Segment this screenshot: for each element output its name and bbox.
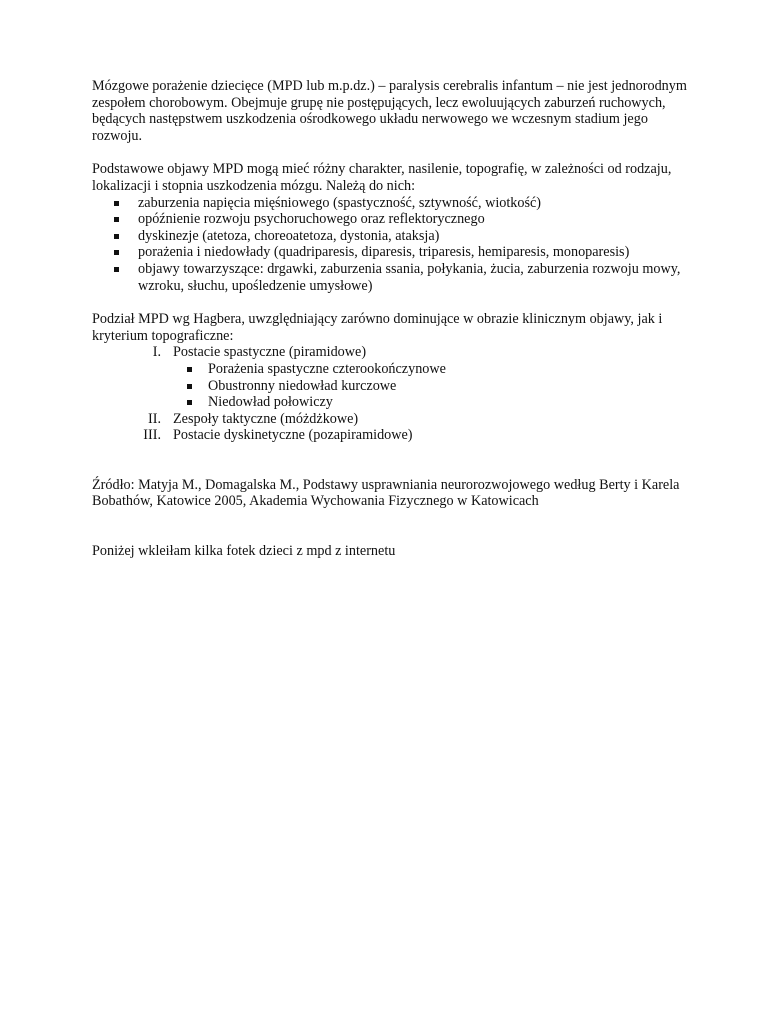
classification-label: Zespoły taktyczne (móżdżkowe) (173, 410, 359, 427)
intro-paragraph: Mózgowe porażenie dziecięce (MPD lub m.p.dz.) – paralysis cerebralis infantum – nie jest jednorodnym zespołem chorobowym. Obejmuje grupę nie postępujących, lecz ewoluujących zaburzeń ruchowych, będących następstwem uszkodzenia ośrodkowego układu nerwowego we wczesnym stadium jego rozwoju. (92, 78, 687, 144)
symptom-text: opóźnienie rozwoju psychoruchowego oraz reflektorycznego (138, 211, 485, 228)
roman-numeral: III. (143, 427, 161, 444)
classification-list (92, 344, 692, 444)
classification-item (92, 427, 692, 444)
symptom-text: zaburzenia napięcia mięśniowego (spastyczność, sztywność, wiotkość) (138, 194, 542, 211)
classification-label: Postacie dyskinetyczne (pozapiramidowe) (173, 427, 413, 444)
classification-label: Postacie spastyczne (piramidowe) (173, 344, 367, 361)
classification-intro-paragraph: Podział MPD wg Hagbera, uwzględniający zarówno dominujące w obrazie klinicznym objawy, jak i kryterium topograficzne: (92, 311, 663, 344)
symptoms-intro-paragraph: Podstawowe objawy MPD mogą mieć różny charakter, nasilenie, topografię, w zależności od rodzaju, lokalizacji i stopnia uszkodzenia mózgu. Należą do nich: (92, 161, 672, 194)
classification-item (92, 344, 692, 361)
source-citation: Źródło: Matyja M., Domagalska M., Podstawy usprawniania neurorozwojowego według Berty i Karela Bobathów, Katowice 2005, Akademia Wychowania Fizycznego w Katowicach (92, 476, 680, 510)
paragraph-spacer (92, 510, 692, 543)
square-bullet-icon (187, 384, 192, 389)
square-bullet-icon (187, 400, 192, 405)
symptom-item (92, 211, 692, 228)
square-bullet-icon (187, 367, 192, 372)
symptom-text: porażenia i niedowłady (quadriparesis, diparesis, triparesis, hemiparesis, monoparesis) (138, 244, 630, 261)
roman-numeral: I. (152, 344, 161, 361)
symptom-item (92, 195, 692, 212)
classification-item (92, 411, 692, 428)
paragraph-spacer (92, 444, 692, 477)
spastic-forms-sublist (92, 361, 692, 411)
symptoms-list (92, 195, 692, 295)
closing-note: Poniżej wkleiłam kilka fotek dzieci z mpd z internetu (92, 543, 396, 560)
symptom-item (92, 228, 692, 245)
sub-item (92, 394, 692, 411)
symptom-item (92, 244, 692, 261)
square-bullet-icon (114, 250, 119, 255)
square-bullet-icon (114, 267, 119, 272)
symptom-text: objawy towarzyszące: drgawki, zaburzenia ssania, połykania, żucia, zaburzenia rozwoju mowy, wzroku, słuchu, upośledzenie umysłowe) (138, 260, 681, 294)
square-bullet-icon (114, 234, 119, 239)
sub-item (92, 378, 692, 395)
symptom-text: dyskinezje (atetoza, choreoatetoza, dystonia, ataksja) (138, 227, 440, 244)
sub-item-text: Niedowład połowiczy (208, 394, 333, 411)
square-bullet-icon (114, 201, 119, 206)
sub-item-text: Obustronny niedowład kurczowe (208, 377, 397, 394)
paragraph-spacer (92, 294, 692, 311)
paragraph-spacer (92, 144, 692, 161)
square-bullet-icon (114, 217, 119, 222)
roman-numeral: II. (148, 410, 161, 427)
sub-item-text: Porażenia spastyczne czterookończynowe (208, 360, 446, 377)
document-page (92, 78, 692, 560)
symptom-item (92, 261, 692, 294)
sub-item (92, 361, 692, 378)
